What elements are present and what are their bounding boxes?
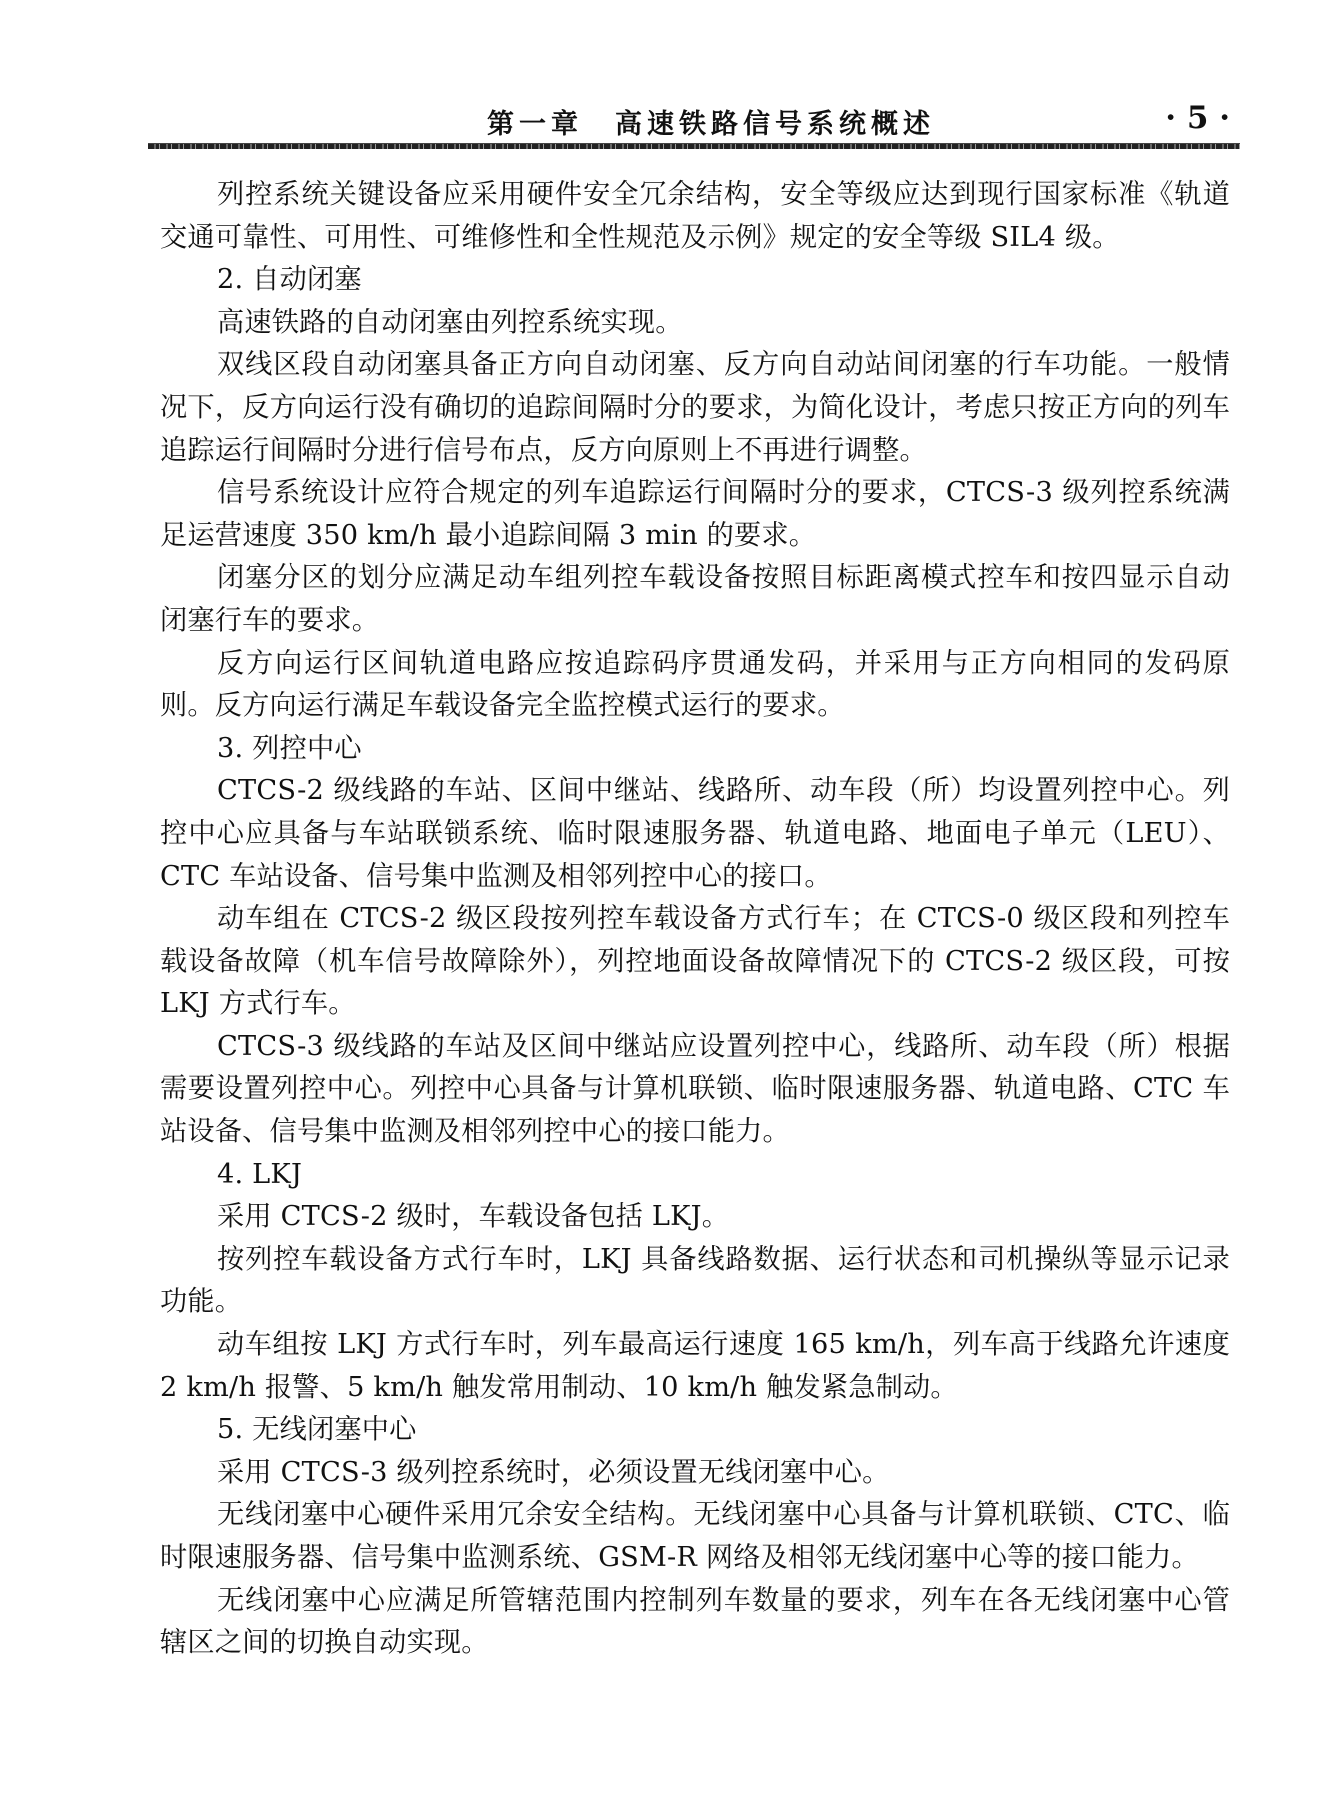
paragraph: 高速铁路的自动闭塞由列控系统实现。 <box>217 306 683 338</box>
paragraph: 无线闭塞中心应满足所管辖范围内控制列车数量的要求，列车在各无线闭塞中心管辖区之间的切换自动实现。 <box>160 1584 1230 1659</box>
paragraph: 信号系统设计应符合规定的列车追踪运行间隔时分的要求，CTCS-3 级列控系统满足运营速度 350 km/h 最小追踪间隔 3 min 的要求。 <box>160 477 1230 551</box>
chapter-title: 第一章 高速铁路信号系统概述 <box>487 109 935 140</box>
section-heading: 4. LKJ <box>217 1158 303 1190</box>
paragraph: 反方向运行区间轨道电路应按追踪码序贯通发码，并采用与正方向相同的发码原则。反方向运行满足车载设备完全监控模式运行的要求。 <box>160 647 1230 722</box>
paragraph: 采用 CTCS-3 级列控系统时，必须设置无线闭塞中心。 <box>217 1456 890 1488</box>
section-heading: 2. 自动闭塞 <box>217 264 362 296</box>
paragraph: 动车组按 LKJ 方式行车时，列车最高运行速度 165 km/h，列车高于线路允许速度 2 km/h 报警、5 km/h 触发常用制动、10 km/h 触发紧急制动。 <box>160 1329 1230 1403</box>
running-header <box>160 100 1230 140</box>
section-heading: 3. 列控中心 <box>217 732 362 764</box>
body-text <box>160 174 1230 1665</box>
paragraph: 闭塞分区的划分应满足动车组列控车载设备按照目标距离模式控车和按四显示自动闭塞行车的要求。 <box>160 562 1230 636</box>
paragraph: CTCS-2 级线路的车站、区间中继站、线路所、动车段（所）均设置列控中心。列控中心应具备与车站联锁系统、临时限速服务器、轨道电路、地面电子单元（LEU）、CTC 车站设备、信号集中监测及相邻列控中心的接口。 <box>160 775 1230 892</box>
paragraph: 双线区段自动闭塞具备正方向自动闭塞、反方向自动站间闭塞的行车功能。一般情况下，反方向运行没有确切的追踪间隔时分的要求，为简化设计，考虑只按正方向的列车追踪运行间隔时分进行信号布点，反方向原则上不再进行调整。 <box>160 349 1230 466</box>
header-rule <box>148 143 1240 149</box>
section-heading: 5. 无线闭塞中心 <box>217 1414 417 1446</box>
paragraph: 列控系统关键设备应采用硬件安全冗余结构，安全等级应达到现行国家标准《轨道交通可靠性、可用性、可维修性和全性规范及示例》规定的安全等级 SIL4 级。 <box>160 179 1230 253</box>
page-number: · 5 · <box>1165 100 1230 136</box>
paragraph: CTCS-3 级线路的车站及区间中继站应设置列控中心，线路所、动车段（所）根据需要设置列控中心。列控中心具备与计算机联锁、临时限速服务器、轨道电路、CTC 车站设备、信号集中监测及相邻列控中心的接口能力。 <box>160 1030 1230 1148</box>
paragraph: 动车组在 CTCS-2 级区段按列控车载设备方式行车；在 CTCS-0 级区段和列控车载设备故障（机车信号故障除外），列控地面设备故障情况下的 CTCS-2 级区段，可按 LKJ 方式行车。 <box>160 903 1230 1020</box>
paragraph: 按列控车载设备方式行车时，LKJ 具备线路数据、运行状态和司机操纵等显示记录功能。 <box>160 1243 1230 1318</box>
paragraph: 无线闭塞中心硬件采用冗余安全结构。无线闭塞中心具备与计算机联锁、CTC、临时限速服务器、信号集中监测系统、GSM-R 网络及相邻无线闭塞中心等的接口能力。 <box>160 1499 1230 1573</box>
paragraph: 采用 CTCS-2 级时，车载设备包括 LKJ。 <box>217 1201 730 1233</box>
